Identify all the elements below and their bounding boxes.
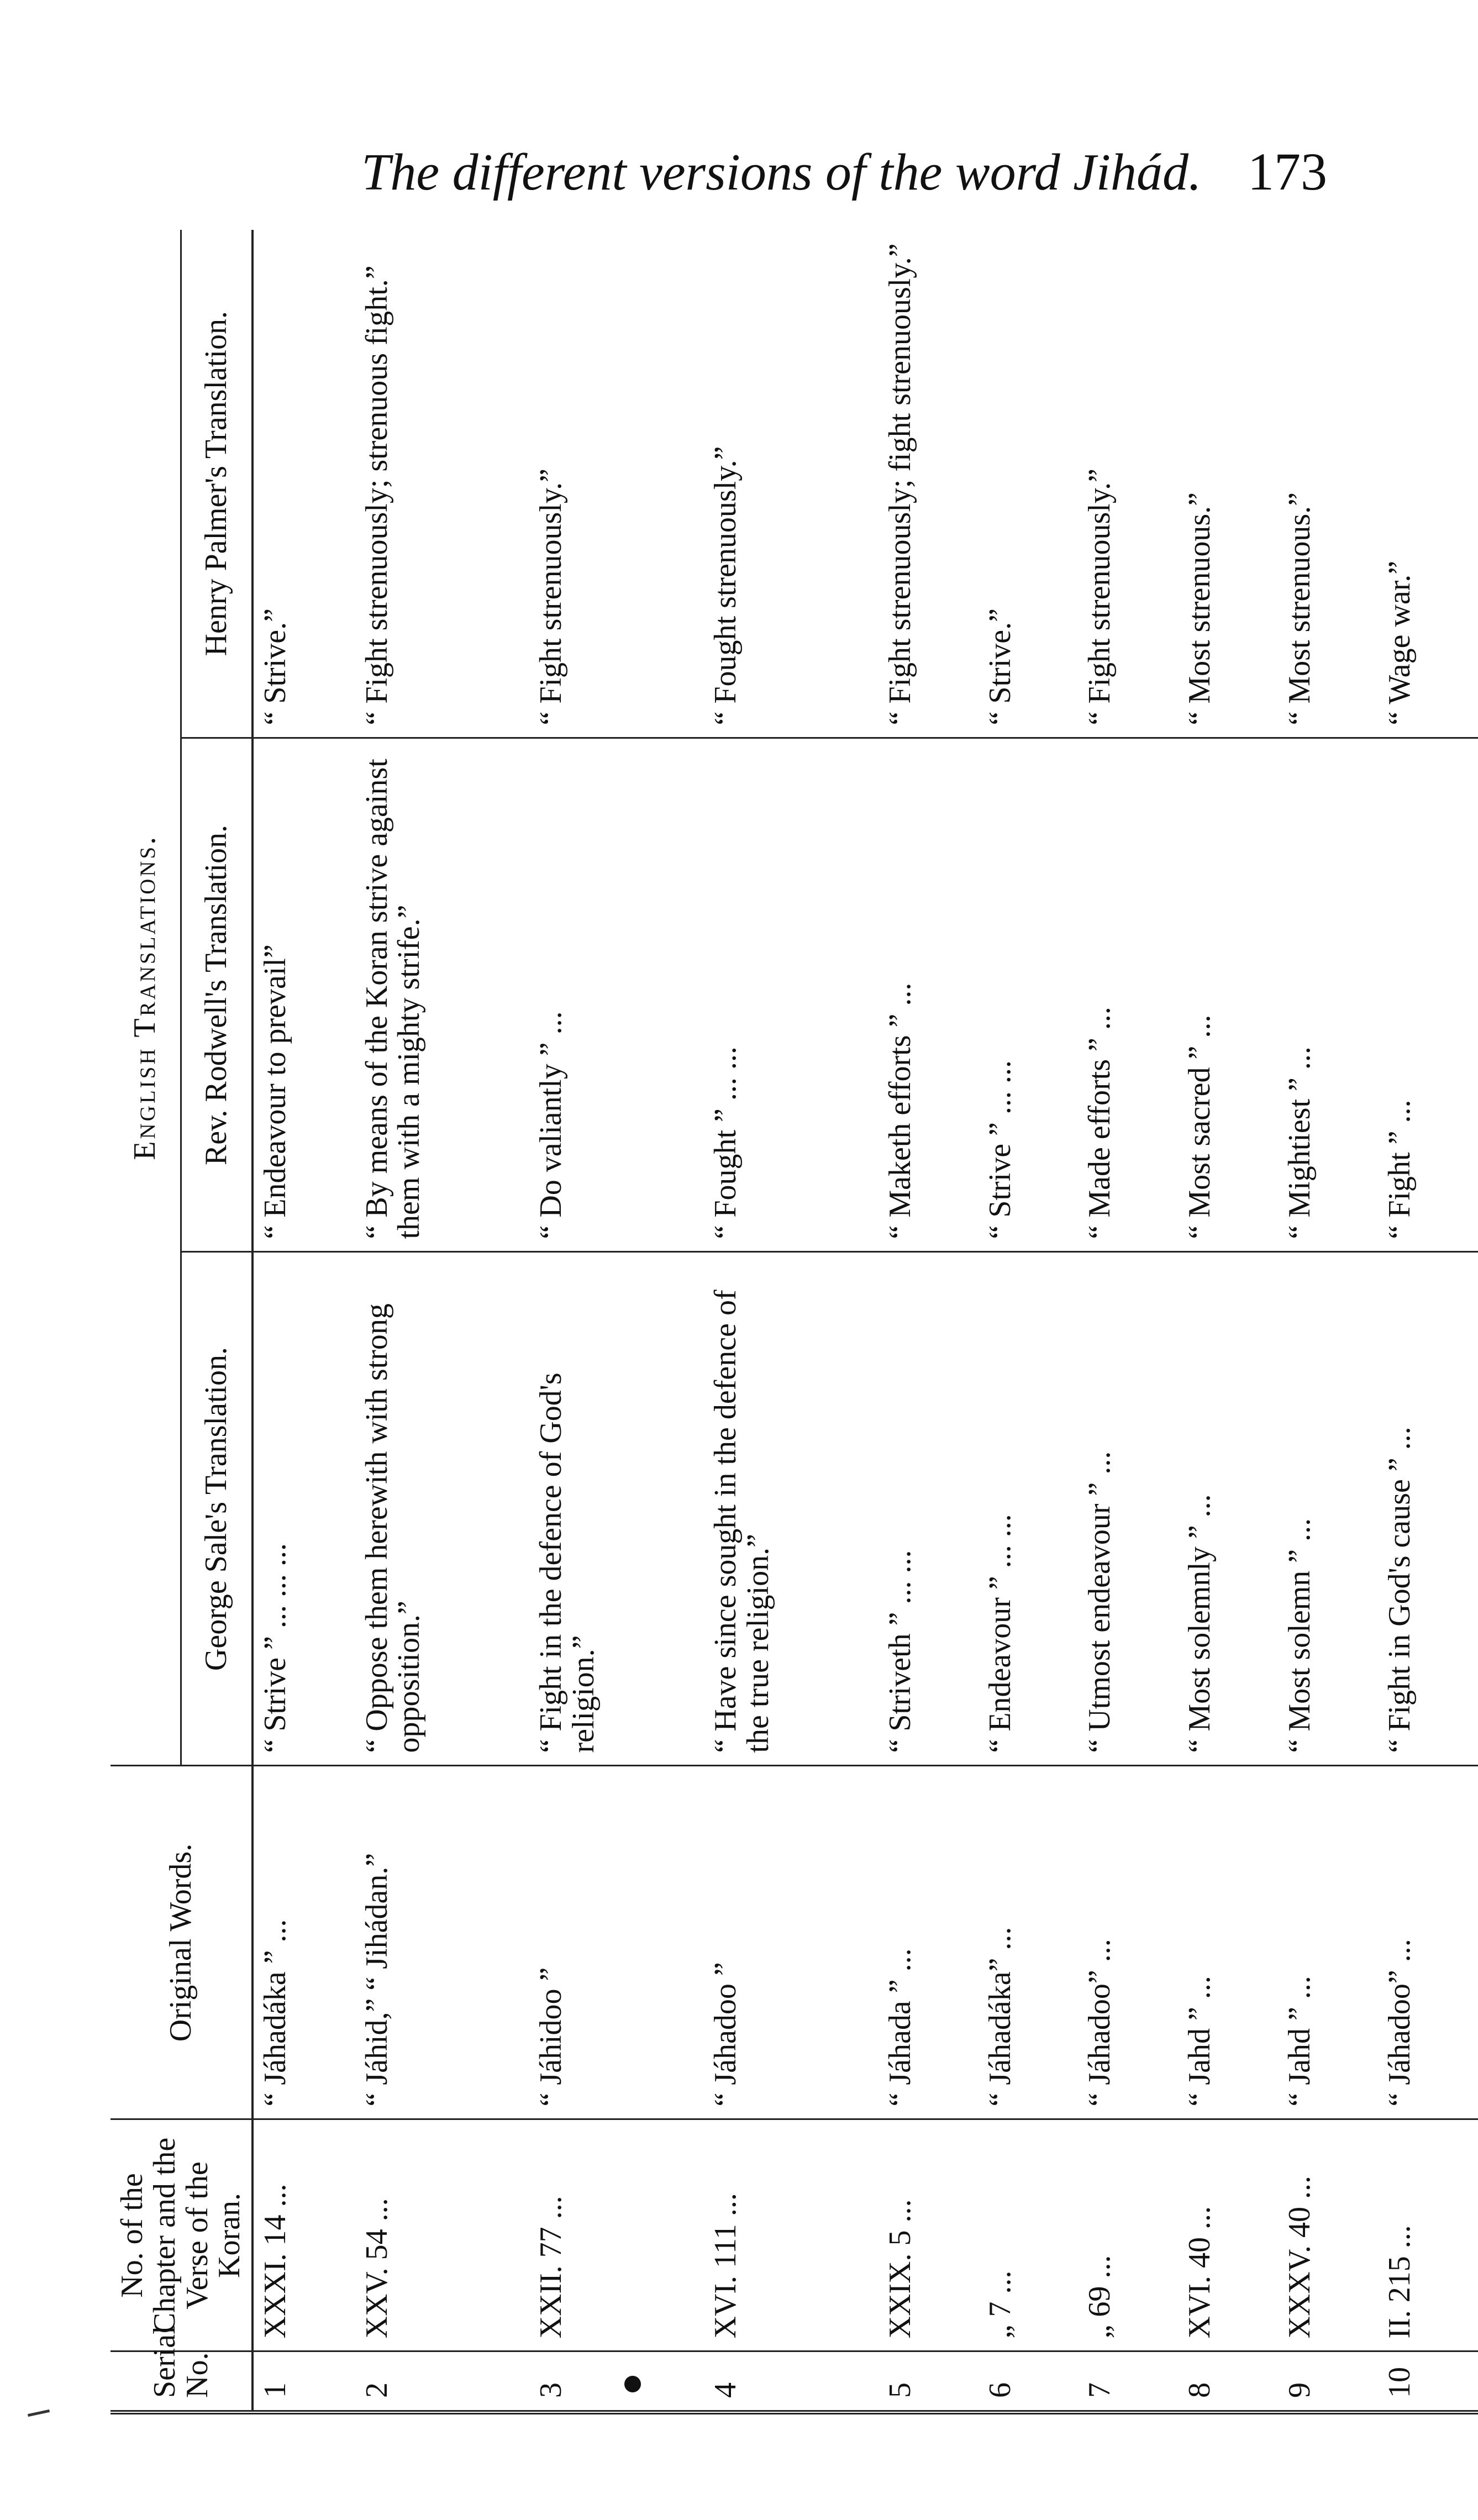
table-row	[253, 230, 355, 2412]
cell-rodwell: “ Do valiantly ” ...	[529, 738, 704, 1252]
cell-sale: “ Most solemnly ” ...	[1178, 1252, 1278, 1766]
page-title: The different versions of the word Jihád.	[361, 144, 1202, 201]
table-row	[529, 230, 704, 2412]
cell-chapter: XXIX. 5 ...	[879, 2119, 979, 2351]
cell-serial: 10	[1378, 2351, 1478, 2412]
header-rodwell: Rev. Rodwell's Translation.	[181, 738, 253, 1252]
table-row	[1378, 230, 1478, 2412]
cell-palmer: “ Most strenuous.”	[1282, 492, 1317, 725]
cell-sale: “ Fight in the defence of God's religion.”	[529, 1252, 704, 1766]
header-palmer: Henry Palmer's Translation.	[181, 230, 253, 738]
cell-serial: 1	[253, 2351, 355, 2412]
ink-spot	[624, 2376, 641, 2392]
cell-rodwell: “ Made efforts ” ...	[1078, 738, 1178, 1252]
cell-chapter: „ 7 ...	[979, 2119, 1079, 2351]
table-row	[1078, 230, 1178, 2412]
cell-serial: 3	[529, 2351, 704, 2412]
cell-rodwell: “ Mightiest ” ...	[1278, 738, 1378, 1252]
rotated-table	[111, 232, 1426, 2414]
cell-palmer: “ Most strenuous.”	[1182, 492, 1217, 725]
cell-chapter: XVI. 111 ...	[704, 2119, 879, 2351]
cell-sale: “ Most solemn ” ...	[1278, 1252, 1378, 1766]
cell-palmer: “ Fought strenuously.”	[708, 446, 743, 725]
cell-serial: 8	[1178, 2351, 1278, 2412]
cell-palmer: “ Fight strenuously; strenuous fight.”	[359, 265, 394, 725]
table-row	[979, 230, 1079, 2412]
cell-palmer: “ Wage war.”	[1382, 560, 1417, 725]
cell-serial: 9	[1278, 2351, 1378, 2412]
cell-original: “ Jáhadoo” ...	[1378, 1766, 1478, 2119]
cell-chapter: XXII. 77 ...	[529, 2119, 704, 2351]
translations-table	[111, 230, 1478, 2414]
cell-original: “ Jáhidoo ”	[529, 1766, 704, 2119]
cell-rodwell: “ Fought ” ... ...	[704, 738, 879, 1252]
cell-rodwell: “ Fight ” ...	[1378, 738, 1478, 1252]
cell-rodwell: “ Maketh efforts ” ...	[879, 738, 979, 1252]
cell-rodwell: “ Strive ” ... ...	[979, 738, 1079, 1252]
cell-serial: 6	[979, 2351, 1079, 2412]
cell-serial: 4	[704, 2351, 879, 2412]
cell-sale: “ Striveth ” ... ...	[879, 1252, 979, 1766]
cell-rodwell: “ Endeavour to prevail”	[253, 738, 355, 1252]
cell-sale: “ Utmost endeavour ” ...	[1078, 1252, 1178, 1766]
cell-chapter: XXV. 54 ...	[355, 2119, 530, 2351]
cell-chapter: XVI. 40 ...	[1178, 2119, 1278, 2351]
cell-chapter: II. 215 ...	[1378, 2119, 1478, 2351]
cell-original: “ Jahd ” ...	[1278, 1766, 1378, 2119]
page-number: 173	[1248, 142, 1327, 201]
table-row	[879, 230, 979, 2412]
cell-original: “ Jáhid,” “ Jihádan.”	[355, 1766, 530, 2119]
running-header	[361, 141, 1327, 202]
cell-sale: “ Have since sought in the defence of the true religion.”	[704, 1252, 879, 1766]
cell-chapter: XXXV. 40 ...	[1278, 2119, 1378, 2351]
cell-original: “ Jáhadoo” ...	[1078, 1766, 1178, 2119]
cell-rodwell: “ Most sacred ” ...	[1178, 738, 1278, 1252]
cell-palmer: “ Strive.”	[982, 608, 1017, 725]
header-english-translations: English Translations.	[111, 230, 181, 1766]
header-original-words: Original Words.	[111, 1766, 253, 2119]
cell-sale: “ Oppose them herewith with strong opposition.”	[355, 1252, 530, 1766]
table-row	[355, 230, 530, 2412]
header-serial: Serial No.	[111, 2351, 253, 2412]
cell-sale: “ Strive ” ... ... ...	[253, 1252, 355, 1766]
cell-original: “ Jahd ” ...	[1178, 1766, 1278, 2119]
cell-sale: “ Fight in God's cause ” ...	[1378, 1252, 1478, 1766]
cell-original: “ Jáhadoo ”	[704, 1766, 879, 2119]
cell-original: “ Jáhadáka” ...	[979, 1766, 1079, 2119]
cell-chapter: „ 69 ...	[1078, 2119, 1178, 2351]
ink-mark	[28, 2409, 50, 2417]
cell-serial: 2	[355, 2351, 530, 2412]
table-row	[1278, 230, 1378, 2412]
cell-palmer: “ Fight strenuously; fight strenuously.”	[882, 243, 917, 725]
header-sale: George Sale's Translation.	[181, 1252, 253, 1766]
table-row	[704, 230, 879, 2412]
cell-original: “ Jáhadáka ” ...	[253, 1766, 355, 2119]
cell-serial: 7	[1078, 2351, 1178, 2412]
cell-palmer: “ Fight strenuously.”	[1082, 468, 1117, 725]
cell-palmer: “ Fight strenuously.”	[534, 468, 569, 725]
cell-sale: “ Endeavour ” ... ...	[979, 1252, 1079, 1766]
cell-serial: 5	[879, 2351, 979, 2412]
cell-original: “ Jáhada ” ...	[879, 1766, 979, 2119]
cell-palmer: “ Strive.”	[258, 608, 293, 725]
cell-chapter: XXXI. 14 ...	[253, 2119, 355, 2351]
table-row	[1178, 230, 1278, 2412]
header-chapter: No. of the Chapter and the Verse of the Koran.	[111, 2119, 253, 2351]
rotated-table-area	[111, 232, 1426, 2414]
cell-rodwell: “ By means of the Koran strive against them with a mighty strife.”	[355, 738, 530, 1252]
